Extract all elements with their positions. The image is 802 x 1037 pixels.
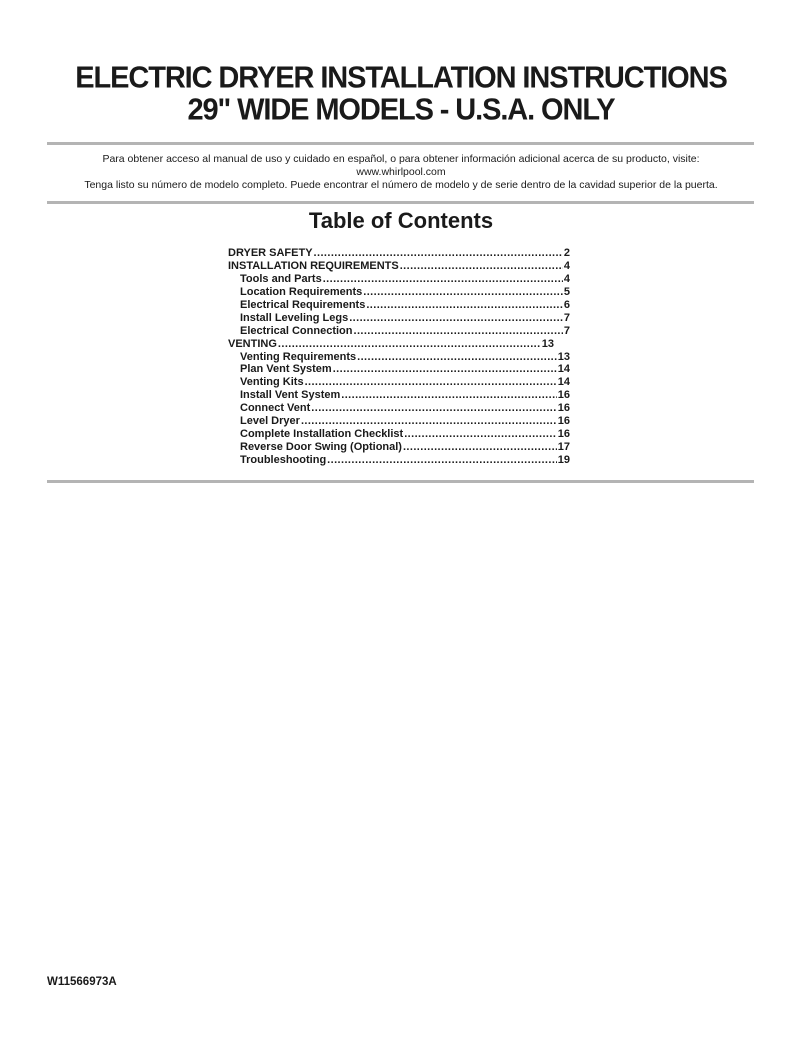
toc-entry-troubleshooting[interactable]: [228, 454, 570, 467]
website-link[interactable]: www.whirlpool.com: [356, 166, 446, 178]
dot-leader: [314, 247, 563, 260]
dot-leader: [333, 363, 557, 376]
toc-entry-page: 2: [563, 247, 570, 259]
toc-entry-page: 7: [563, 311, 570, 324]
toc-entry-plan-vent-system[interactable]: [228, 363, 570, 376]
toc-entry-page: 16: [557, 389, 570, 402]
toc-entry-label: Electrical Requirements: [240, 298, 366, 311]
toc-entry-level-dryer[interactable]: [228, 415, 570, 428]
toc-entry-page: 13: [541, 337, 554, 350]
toc-entry-label: Plan Vent System: [240, 363, 332, 376]
toc-entry-page: 4: [563, 259, 570, 272]
table-of-contents: [228, 247, 570, 467]
toc-entry-label: Level Dryer: [240, 415, 300, 428]
dot-leader: [327, 454, 557, 467]
toc-entry-label: Troubleshooting: [240, 454, 327, 466]
toc-entry-label: Tools and Parts: [240, 272, 322, 285]
toc-entry-page: 7: [563, 324, 570, 337]
document-part-number: W11566973A: [47, 976, 117, 988]
toc-entry-label: Install Vent System: [240, 389, 341, 402]
dot-leader: [301, 415, 557, 428]
intro-spanish-access-text: Para obtener acceso al manual de uso y cuidado en español, o para obtener información adicional acerca de su producto, visite:: [102, 153, 700, 165]
dot-leader: [278, 338, 541, 351]
toc-entry-label: Location Requirements: [240, 285, 363, 298]
dot-leader: [323, 273, 563, 286]
toc-entry-venting-requirements[interactable]: [228, 351, 570, 364]
toc-entry-venting-kits[interactable]: [228, 376, 570, 389]
dot-leader: [403, 441, 557, 454]
toc-entry-install-leveling-legs[interactable]: [228, 312, 570, 325]
dot-leader: [357, 351, 557, 364]
toc-entry-connect-vent[interactable]: [228, 402, 570, 415]
toc-entry-page: 13: [557, 350, 570, 363]
toc-entry-location-requirements[interactable]: [228, 286, 570, 299]
dot-leader: [349, 312, 563, 325]
toc-entry-installation-requirements[interactable]: [228, 260, 570, 273]
toc-entry-page: 14: [557, 376, 570, 389]
toc-entry-label: Electrical Connection: [240, 324, 353, 337]
intro-model-number-text: Tenga listo su número de modelo completo. Puede encontrar el número de modelo y de serie dentro de la cavidad superior de la puerta.: [84, 179, 718, 191]
toc-entry-electrical-connection[interactable]: [228, 325, 570, 338]
divider-bottom: [47, 480, 754, 483]
dot-leader: [353, 325, 562, 338]
toc-entry-venting[interactable]: [228, 338, 554, 351]
toc-entry-label: Complete Installation Checklist: [240, 428, 404, 441]
dot-leader: [400, 260, 563, 273]
divider-middle: [47, 201, 754, 204]
toc-entry-dryer-safety[interactable]: [228, 247, 570, 260]
divider-top: [47, 142, 754, 145]
toc-entry-label: Connect Vent: [240, 402, 311, 415]
toc-entry-complete-installation-checklist[interactable]: [228, 428, 570, 441]
dot-leader: [363, 286, 563, 299]
dot-leader: [311, 402, 556, 415]
toc-entry-page: 16: [557, 415, 570, 428]
dot-leader: [404, 428, 557, 441]
toc-entry-reverse-door-swing[interactable]: [228, 441, 570, 454]
toc-entry-page: 19: [557, 454, 570, 466]
toc-entry-page: 16: [557, 402, 570, 415]
dot-leader: [305, 376, 557, 389]
toc-entry-label: INSTALLATION REQUIREMENTS: [228, 259, 399, 272]
toc-entry-page: 6: [563, 298, 570, 311]
toc-entry-page: 17: [557, 441, 570, 454]
toc-entry-page: 16: [557, 428, 570, 441]
document-title-line-2: 29" WIDE MODELS - U.S.A. ONLY: [187, 93, 615, 127]
toc-entry-tools-and-parts[interactable]: [228, 273, 570, 286]
toc-entry-label: VENTING: [228, 337, 277, 350]
toc-entry-label: Venting Kits: [240, 376, 304, 389]
dot-leader: [366, 299, 563, 312]
toc-entry-label: Install Leveling Legs: [240, 311, 349, 324]
toc-entry-install-vent-system[interactable]: [228, 389, 570, 402]
toc-entry-label: DRYER SAFETY: [228, 247, 313, 259]
toc-entry-label: Reverse Door Swing (Optional): [240, 441, 402, 454]
toc-entry-page: 14: [557, 363, 570, 376]
toc-entry-page: 5: [563, 285, 570, 298]
toc-entry-electrical-requirements[interactable]: [228, 299, 570, 312]
toc-entry-label: Venting Requirements: [240, 350, 357, 363]
toc-entry-page: 4: [563, 272, 570, 285]
dot-leader: [341, 389, 556, 402]
document-title-line-1: ELECTRIC DRYER INSTALLATION INSTRUCTIONS: [75, 61, 727, 95]
toc-title: Table of Contents: [308, 208, 494, 233]
